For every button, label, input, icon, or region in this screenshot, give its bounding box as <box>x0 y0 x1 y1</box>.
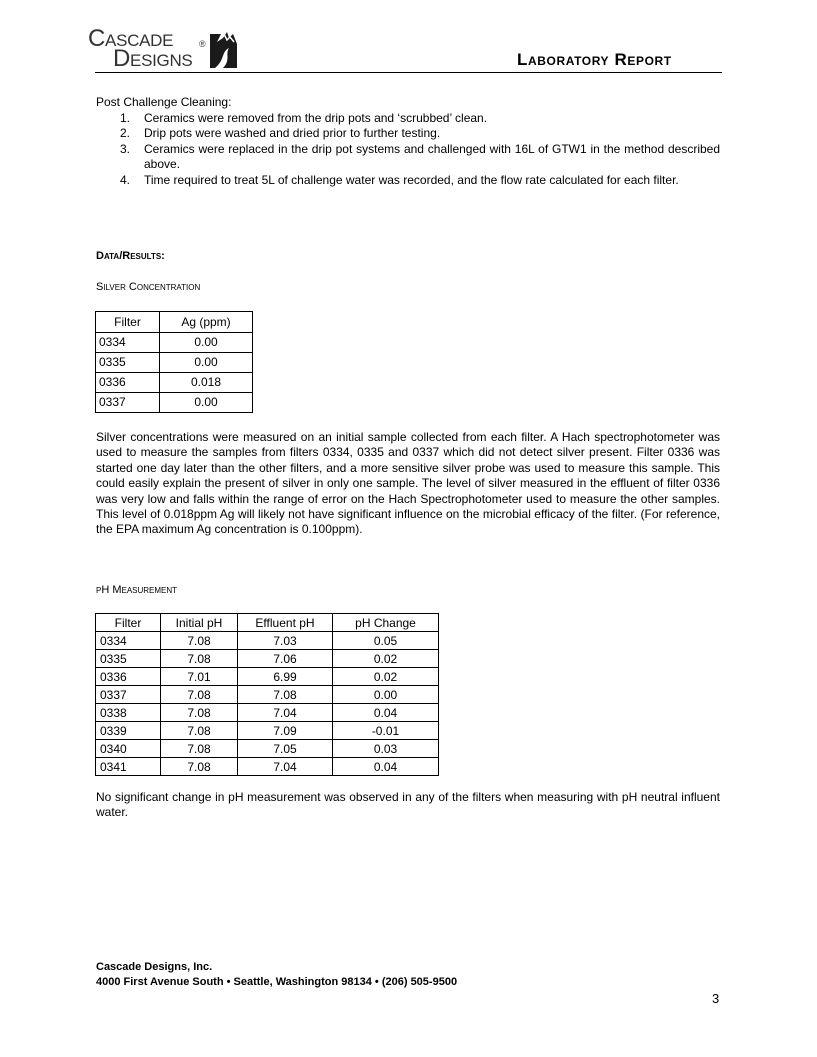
table-cell: 0.02 <box>333 650 439 668</box>
list-item-number: 2. <box>120 126 131 141</box>
table-cell: 7.04 <box>238 704 333 722</box>
table-cell: 0341 <box>96 758 161 776</box>
table-row <box>96 632 439 650</box>
table-cell: 6.99 <box>238 668 333 686</box>
table-row <box>96 686 439 704</box>
table-row <box>96 650 439 668</box>
header-divider <box>95 72 722 73</box>
table-cell: 7.08 <box>161 758 238 776</box>
list-item <box>96 126 720 141</box>
table-cell: 0.018 <box>160 373 253 393</box>
list-item-text: Drip pots were washed and dried prior to further testing. <box>144 126 441 141</box>
table-cell: 0337 <box>96 393 160 413</box>
page-number: 3 <box>712 991 720 1006</box>
silver-concentration-table <box>95 311 253 413</box>
ph-paragraph: No significant change in pH measurement was observed in any of the filters when measuring with pH neutral influent water. <box>96 790 720 820</box>
table-cell: 0.04 <box>333 704 439 722</box>
silver-concentration-heading: Silver Concentration <box>96 281 201 293</box>
table-cell: 0.00 <box>160 333 253 353</box>
table-cell: 0.04 <box>333 758 439 776</box>
registered-mark: ® <box>199 39 206 49</box>
table-cell: 7.09 <box>238 722 333 740</box>
list-item-text: Ceramics were replaced in the drip pot systems and challenged with 16L of GTW1 in the method described above. <box>144 141 720 172</box>
table-cell: 0.05 <box>333 632 439 650</box>
ph-measurement-table <box>95 613 439 776</box>
column-header: Effluent pH <box>238 614 333 632</box>
list-item-text: Time required to treat 5L of challenge water was recorded, and the flow rate calculated for each filter. <box>144 172 679 187</box>
company-logo <box>88 25 248 74</box>
table-cell: 0.03 <box>333 740 439 758</box>
table-cell: 7.08 <box>161 686 238 704</box>
table-cell: 7.05 <box>238 740 333 758</box>
table-row <box>96 373 253 393</box>
footer-company-name: Cascade Designs, Inc. <box>96 961 213 973</box>
mountain-logo-icon <box>207 30 239 70</box>
table-cell: 7.08 <box>238 686 333 704</box>
table-header-row <box>96 312 253 333</box>
table-cell: 7.08 <box>161 740 238 758</box>
silver-paragraph: Silver concentrations were measured on an initial sample collected from each filter. A Hach spectrophotometer was used to measure the samples from filters 0334, 0335 and 0337 which did not detect silver present. Filter 0336 was started one day later than the other filters, and a more sensitive silver probe was used to measure this sample. This could easily explain the present of silver in only one sample. The level of silver measured in the effluent of filter 0336 was very low and falls within the range of error on the Hach Spectrophotometer used to measure the other samples. This level of 0.018ppm Ag will likely not have significant influence on the microbial efficacy of the filter. (For reference, the EPA maximum Ag concentration is 0.100ppm). <box>96 430 720 537</box>
table-cell: 0337 <box>96 686 161 704</box>
table-cell: 0336 <box>96 373 160 393</box>
data-results-heading: Data/Results: <box>96 250 165 262</box>
column-header: Initial pH <box>161 614 238 632</box>
table-cell: 0335 <box>96 353 160 373</box>
cleaning-steps-list <box>96 111 720 188</box>
table-row <box>96 393 253 413</box>
table-cell: 0.00 <box>160 353 253 373</box>
table-cell: 7.06 <box>238 650 333 668</box>
table-cell: 7.08 <box>161 650 238 668</box>
table-row <box>96 704 439 722</box>
table-cell: 7.08 <box>161 704 238 722</box>
table-row <box>96 353 253 373</box>
logo-text-line1: Cascade <box>88 25 174 52</box>
report-title: Laboratory Report <box>517 50 672 69</box>
ph-measurement-heading: pH Measurement <box>96 584 178 596</box>
table-header-row <box>96 614 439 632</box>
post-challenge-heading: Post Challenge Cleaning: <box>96 95 232 109</box>
table-cell: 0336 <box>96 668 161 686</box>
table-cell: 0334 <box>96 333 160 353</box>
table-cell: 7.08 <box>161 632 238 650</box>
table-cell: 7.01 <box>161 668 238 686</box>
table-cell: 7.08 <box>161 722 238 740</box>
list-item-text: Ceramics were removed from the drip pots and ‘scrubbed’ clean. <box>144 111 488 125</box>
table-cell: 0340 <box>96 740 161 758</box>
table-cell: 7.04 <box>238 758 333 776</box>
list-item <box>96 111 720 126</box>
table-row <box>96 722 439 740</box>
column-header: Ag (ppm) <box>160 312 253 333</box>
logo-text-line2: Designs <box>113 45 193 72</box>
table-cell: 0.00 <box>333 686 439 704</box>
table-cell: 0335 <box>96 650 161 668</box>
list-item-number: 4. <box>120 172 131 187</box>
table-cell: 7.03 <box>238 632 333 650</box>
table-row <box>96 333 253 353</box>
table-cell: 0339 <box>96 722 161 740</box>
list-item <box>96 142 720 173</box>
table-cell: -0.01 <box>333 722 439 740</box>
table-cell: 0.02 <box>333 668 439 686</box>
list-item <box>96 173 720 188</box>
list-item-number: 3. <box>120 141 131 156</box>
table-cell: 0.00 <box>160 393 253 413</box>
column-header: pH Change <box>333 614 439 632</box>
column-header: Filter <box>96 312 160 333</box>
footer-address: 4000 First Avenue South • Seattle, Washington 98134 • (206) 505-9500 <box>96 976 458 988</box>
table-cell: 0338 <box>96 704 161 722</box>
table-row <box>96 740 439 758</box>
table-cell: 0334 <box>96 632 161 650</box>
column-header: Filter <box>96 614 161 632</box>
list-item-number: 1. <box>120 111 131 125</box>
table-row <box>96 758 439 776</box>
table-row <box>96 668 439 686</box>
